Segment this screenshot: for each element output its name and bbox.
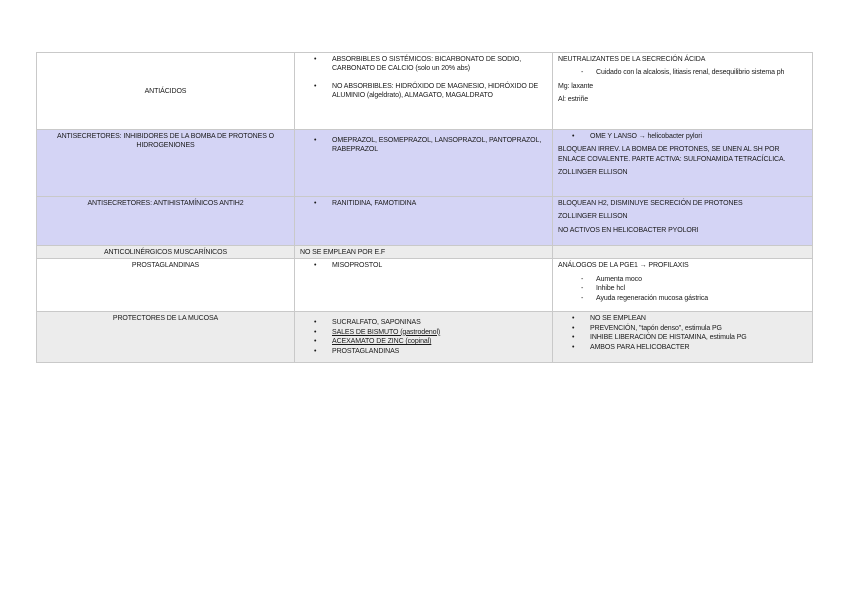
list-item: • ABSORBIBLES O SISTÉMICOS: BICARBONATO DE SODIO, CARBONATO DE CALCIO (solo un 20% abs) — [300, 55, 547, 74]
list-item: • OME Y LANSO → helicobacter pylori — [558, 132, 807, 141]
drug-list — [300, 314, 547, 356]
list-item: • SUCRALFATO, SAPONINAS — [300, 318, 547, 327]
row-name-cell — [37, 197, 295, 246]
list-item: • PROSTAGLANDINAS — [300, 347, 547, 356]
row-name-cell — [37, 53, 295, 130]
drugs-cell — [295, 246, 553, 259]
note-line: BLOQUEAN IRREV. LA BOMBA DE PROTONES, SE UNEN AL SH POR ENLACE COVALENTE. PARTE ACTIVA: SULFONAMIDA TETRACÍCLICA. — [558, 146, 786, 163]
list-item: • OMEPRAZOL, ESOMEPRAZOL, LANSOPRAZOL, PANTOPRAZOL, RABEPRAZOL — [300, 136, 547, 155]
list-item: • NO ABSORBIBLES: HIDRÓXIDO DE MAGNESIO, HIDRÓXIDO DE ALUMINIO (algeldrato), ALMAGATO, MAGALDRATO — [300, 82, 547, 101]
table-row — [37, 53, 813, 130]
drug-class-name: ANTIÁCIDOS — [144, 87, 187, 95]
note-line: ZOLLINGER ELLISON — [558, 213, 628, 221]
note-line: NO ACTIVOS EN HELICOBACTER PYOLORI — [558, 226, 699, 234]
drug-table — [36, 52, 813, 363]
note-line: BLOQUEAN H2, DISMINUYE SECRECIÓN DE PROTONES — [558, 200, 743, 207]
drug-list — [300, 261, 547, 270]
row-name-cell — [37, 130, 295, 197]
notes-cell — [553, 259, 813, 312]
list-item: • AMBOS PARA HELICOBACTER — [558, 343, 807, 352]
drug-list — [300, 132, 547, 155]
drugs-cell — [295, 197, 553, 246]
list-item: • SALES DE BISMUTO (gastrodenol) — [300, 328, 547, 337]
drug-list — [300, 55, 547, 101]
list-item: • NO SE EMPLEAN — [558, 314, 807, 323]
list-item: - Cuidado con la alcalosis, litiasis renal, desequilibrio sistema ph — [558, 68, 807, 77]
table-row — [37, 130, 813, 197]
drug-class-name: ANTISECRETORES: ANTIHISTAMÍNICOS ANTIH2 — [87, 200, 244, 207]
table-row — [37, 259, 813, 312]
row-name-cell — [37, 246, 295, 259]
notes-cell — [553, 53, 813, 130]
note-list — [558, 275, 807, 303]
table-row — [37, 246, 813, 259]
list-item: • INHIBE LIBERACIÓN DE HISTAMINA, estimula PG — [558, 333, 807, 342]
drugs-cell — [295, 53, 553, 130]
list-item: • PREVENCIÓN, "tapón denso", estimula PG — [558, 324, 807, 333]
note-list — [558, 314, 807, 352]
notes-cell — [553, 246, 813, 259]
list-item: • MISOPROSTOL — [300, 261, 547, 270]
note-heading: ANÁLOGOS DE LA PGE1 → PROFILAXIS — [558, 262, 689, 270]
row-name-cell — [37, 312, 295, 363]
list-item: - Inhibe hcl — [558, 284, 807, 293]
table-row — [37, 312, 813, 363]
list-item: • RANITIDINA, FAMOTIDINA — [300, 199, 547, 208]
drugs-cell — [295, 312, 553, 363]
list-item: - Aumenta moco — [558, 275, 807, 284]
drug-class-name: PROSTAGLANDINAS — [131, 262, 200, 270]
list-item: • ACEXAMATO DE ZINC (copinal) — [300, 337, 547, 346]
drug-class-name: ANTISECRETORES: INHIBIDORES DE LA BOMBA DE PROTONES O HIDROGENIONES — [57, 133, 274, 150]
drug-text: NO SE EMPLEAN POR E.F — [300, 249, 386, 256]
list-item: - Ayuda regeneración mucosa gástrica — [558, 294, 807, 303]
drug-list — [300, 199, 547, 208]
drug-class-name: ANTICOLINÉRGICOS MUSCARÍNICOS — [103, 249, 228, 256]
drugs-cell — [295, 259, 553, 312]
drug-class-name: PROTECTORES DE LA MUCOSA — [112, 315, 219, 323]
row-name-cell — [37, 259, 295, 312]
notes-cell — [553, 197, 813, 246]
note-list — [558, 132, 807, 141]
note-list — [558, 68, 807, 77]
drugs-cell — [295, 130, 553, 197]
note-line: Mg: laxante — [558, 82, 594, 90]
note-heading: NEUTRALIZANTES DE LA SECRECIÓN ÁCIDA — [558, 56, 706, 63]
notes-cell — [553, 130, 813, 197]
notes-cell — [553, 312, 813, 363]
table-row — [37, 197, 813, 246]
note-line: Al: estriñe — [558, 96, 589, 104]
note-line: ZOLLINGER ELLISON — [558, 169, 628, 177]
